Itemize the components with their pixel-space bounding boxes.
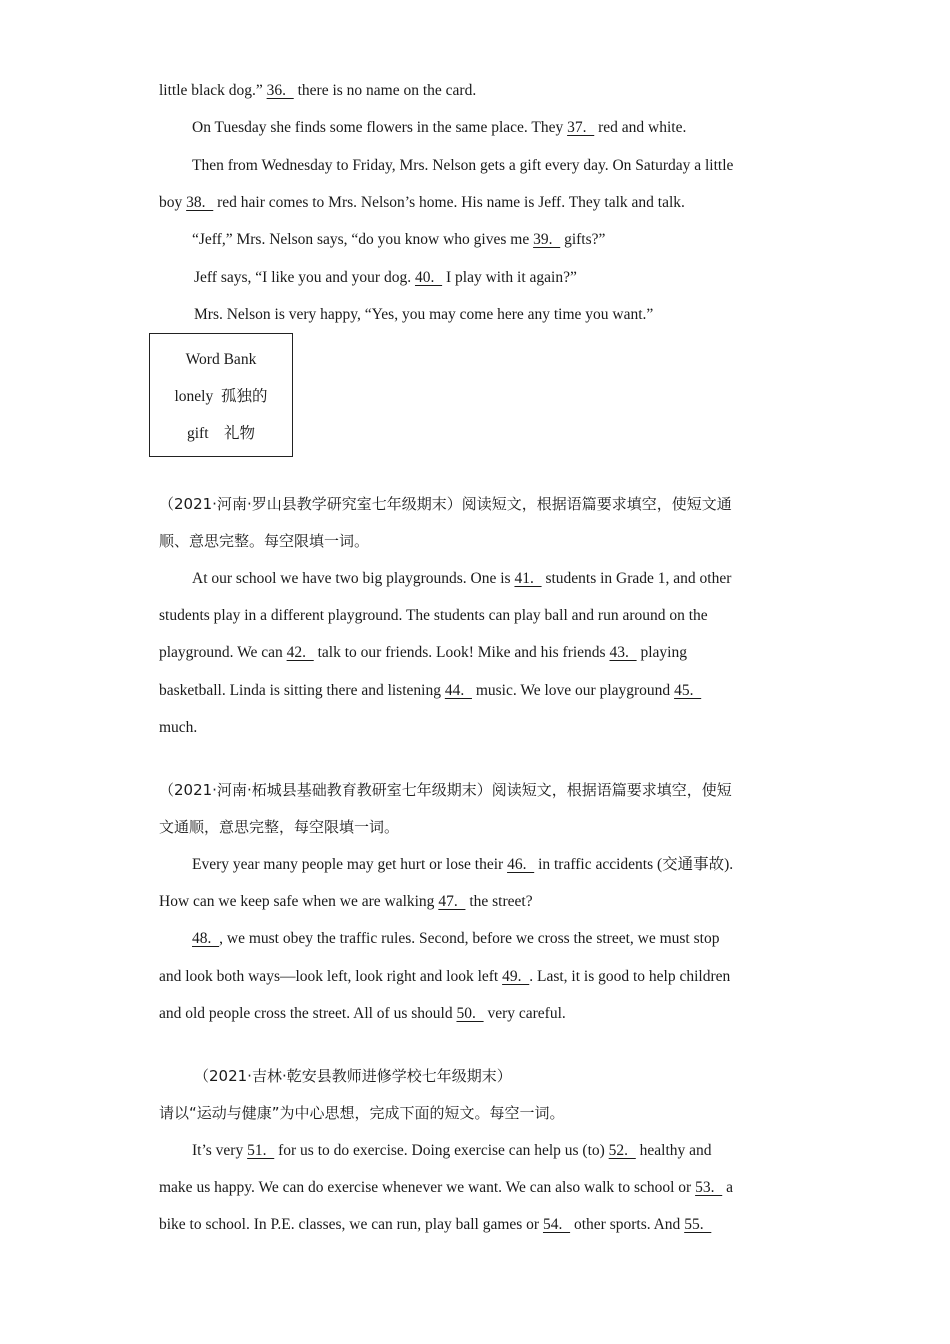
passage-line: 48. , we must obey the traffic rules. Second, before we cross the street, we must stop	[192, 930, 720, 947]
section-heading: 顺、意思完整。每空限填一词。	[159, 532, 370, 550]
blank-52[interactable]: 52.	[608, 1142, 636, 1159]
blank-43[interactable]: 43.	[609, 644, 637, 661]
passage-line: make us happy. We can do exercise whenever we want. We can also walk to school or 53. a	[159, 1179, 733, 1196]
passage-line: At our school we have two big playgrounds. One is 41. students in Grade 1, and other	[192, 570, 732, 587]
passage-line: Then from Wednesday to Friday, Mrs. Nelson gets a gift every day. On Saturday a little	[192, 157, 734, 174]
passage-line: Jeff says, “I like you and your dog. 40. I play with it again?”	[194, 269, 577, 286]
passage-line: It’s very 51. for us to do exercise. Doing exercise can help us (to) 52. healthy and	[192, 1142, 712, 1159]
section-heading: （2021·河南·柘城县基础教育教研室七年级期末）阅读短文，根据语篇要求填空，使短	[159, 781, 732, 799]
blank-54[interactable]: 54.	[542, 1216, 571, 1233]
blank-53[interactable]: 53.	[695, 1179, 723, 1196]
word-bank-title: Word Bank	[185, 351, 257, 368]
word-bank-entry: lonely 孤独的	[174, 388, 268, 405]
blank-51[interactable]: 51.	[247, 1142, 275, 1159]
blank-48[interactable]: 48.	[192, 930, 220, 947]
passage-line: playground. We can 42. talk to our friends. Look! Mike and his friends 43. playing	[159, 644, 687, 661]
section-heading: 请以“运动与健康”为中心思想，完成下面的短文。每空一词。	[159, 1104, 565, 1122]
section-heading: （2021·河南·罗山县教学研究室七年级期末）阅读短文，根据语篇要求填空，使短文通	[159, 495, 732, 513]
section-heading: 文通顺，意思完整，每空限填一词。	[159, 818, 400, 836]
blank-42[interactable]: 42.	[286, 644, 314, 661]
passage-line: and old people cross the street. All of us should 50. very careful.	[159, 1005, 566, 1022]
blank-36[interactable]: 36.	[266, 82, 294, 99]
blank-50[interactable]: 50.	[456, 1005, 484, 1022]
blank-46[interactable]: 46.	[507, 856, 535, 873]
section-heading: （2021·吉林·乾安县教师进修学校七年级期末）	[194, 1067, 512, 1085]
blank-44[interactable]: 44.	[444, 682, 472, 699]
blank-49[interactable]: 49.	[502, 968, 530, 985]
word-bank-box	[149, 333, 293, 457]
word-bank-entry: gift 礼物	[186, 425, 256, 442]
passage-line: Mrs. Nelson is very happy, “Yes, you may come here any time you want.”	[194, 306, 654, 323]
blank-41[interactable]: 41.	[514, 570, 542, 587]
passage-line: How can we keep safe when we are walking 47. the street?	[159, 893, 533, 910]
blank-37[interactable]: 37.	[567, 119, 595, 136]
passage-line: boy 38. red hair comes to Mrs. Nelson’s home. His name is Jeff. They talk and talk.	[159, 194, 685, 211]
passage-line: bike to school. In P.E. classes, we can run, play ball games or 54. other sports. And 55.	[159, 1216, 712, 1233]
passage-line: basketball. Linda is sitting there and listening 44. music. We love our playground 45.	[159, 682, 702, 699]
blank-45[interactable]: 45.	[674, 682, 702, 699]
blank-55[interactable]: 55.	[684, 1216, 712, 1233]
passage-line: and look both ways—look left, look right and look left 49. . Last, it is good to help children	[159, 968, 731, 985]
blank-39[interactable]: 39.	[533, 231, 561, 248]
blank-47[interactable]: 47.	[438, 893, 466, 910]
passage-line: students play in a different playground. The students can play ball and run around on the	[159, 607, 708, 624]
passage-line: On Tuesday she finds some flowers in the same place. They 37. red and white.	[192, 119, 687, 136]
blank-38[interactable]: 38.	[186, 194, 214, 211]
passage-line: “Jeff,” Mrs. Nelson says, “do you know who gives me 39. gifts?”	[192, 231, 606, 248]
passage-line: much.	[159, 719, 198, 736]
passage-line: Every year many people may get hurt or lose their 46. in traffic accidents (交通事故).	[192, 856, 734, 873]
passage-line: little black dog.” 36. there is no name on the card.	[159, 82, 477, 99]
blank-40[interactable]: 40.	[414, 269, 443, 286]
